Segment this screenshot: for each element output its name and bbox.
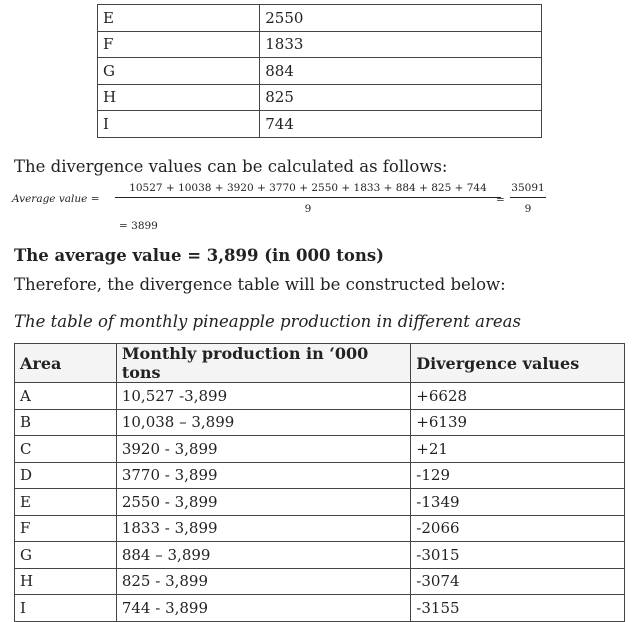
table-row	[15, 568, 625, 595]
table-row	[15, 515, 625, 542]
divergence-table	[14, 343, 625, 622]
divergence-cell: -2066	[411, 515, 625, 542]
production-cell: 3770 - 3,899	[116, 462, 410, 489]
therefore-text: Therefore, the divergence table will be constructed below:	[14, 275, 506, 294]
formula-numerator: 10527 + 10038 + 3920 + 3770 + 2550 + 1833 + 884 + 825 + 744	[115, 182, 501, 198]
intro-text: The divergence values can be calculated as follows:	[14, 157, 448, 176]
area-cell: E	[15, 489, 117, 516]
divergence-cell: +6139	[411, 409, 625, 436]
value-cell: 884	[260, 58, 542, 85]
production-cell: 744 - 3,899	[116, 595, 410, 622]
value-cell: 1833	[260, 31, 542, 58]
area-cell: D	[15, 462, 117, 489]
area-cell: H	[98, 84, 260, 111]
divergence-cell: +21	[411, 436, 625, 463]
table-row	[15, 436, 625, 463]
area-cell: F	[98, 31, 260, 58]
divergence-cell: -3155	[411, 595, 625, 622]
divergence-cell: +6628	[411, 383, 625, 410]
formula-equals: =	[496, 194, 505, 206]
header-production: Monthly production in ‘000 tons	[116, 344, 410, 383]
table-row	[15, 542, 625, 569]
area-cell: I	[15, 595, 117, 622]
production-cell: 10,038 – 3,899	[116, 409, 410, 436]
header-area: Area	[15, 344, 117, 383]
table-row	[98, 111, 542, 138]
formula-denominator: 9	[304, 203, 312, 215]
formula-lhs: Average value =	[12, 193, 100, 205]
area-cell: I	[98, 111, 260, 138]
value-cell: 825	[260, 84, 542, 111]
formula-result: = 3899	[119, 220, 158, 232]
average-statement: The average value = 3,899 (in 000 tons)	[14, 246, 384, 265]
value-cell: 744	[260, 111, 542, 138]
area-values-table	[97, 4, 542, 138]
header-divergence: Divergence values	[411, 344, 625, 383]
divergence-cell: -129	[411, 462, 625, 489]
area-cell: H	[15, 568, 117, 595]
value-cell: 2550	[260, 5, 542, 32]
area-cell: B	[15, 409, 117, 436]
header-row	[15, 344, 625, 383]
production-cell: 10,527 -3,899	[116, 383, 410, 410]
formula-numerator-2: 35091	[510, 182, 546, 198]
table-row	[98, 5, 542, 32]
production-cell: 2550 - 3,899	[116, 489, 410, 516]
table-row	[98, 84, 542, 111]
area-cell: C	[15, 436, 117, 463]
table-row	[15, 383, 625, 410]
table-row	[98, 31, 542, 58]
production-cell: 884 – 3,899	[116, 542, 410, 569]
table-row	[98, 58, 542, 85]
production-cell: 1833 - 3,899	[116, 515, 410, 542]
area-cell: G	[98, 58, 260, 85]
area-cell: E	[98, 5, 260, 32]
production-cell: 3920 - 3,899	[116, 436, 410, 463]
table-row	[15, 409, 625, 436]
production-cell: 825 - 3,899	[116, 568, 410, 595]
area-cell: F	[15, 515, 117, 542]
table-row	[15, 462, 625, 489]
formula-denominator-2: 9	[524, 203, 532, 215]
table-caption: The table of monthly pineapple production in different areas	[14, 312, 521, 331]
area-cell: A	[15, 383, 117, 410]
divergence-cell: -1349	[411, 489, 625, 516]
area-cell: G	[15, 542, 117, 569]
divergence-cell: -3015	[411, 542, 625, 569]
table-row	[15, 595, 625, 622]
divergence-cell: -3074	[411, 568, 625, 595]
table-row	[15, 489, 625, 516]
